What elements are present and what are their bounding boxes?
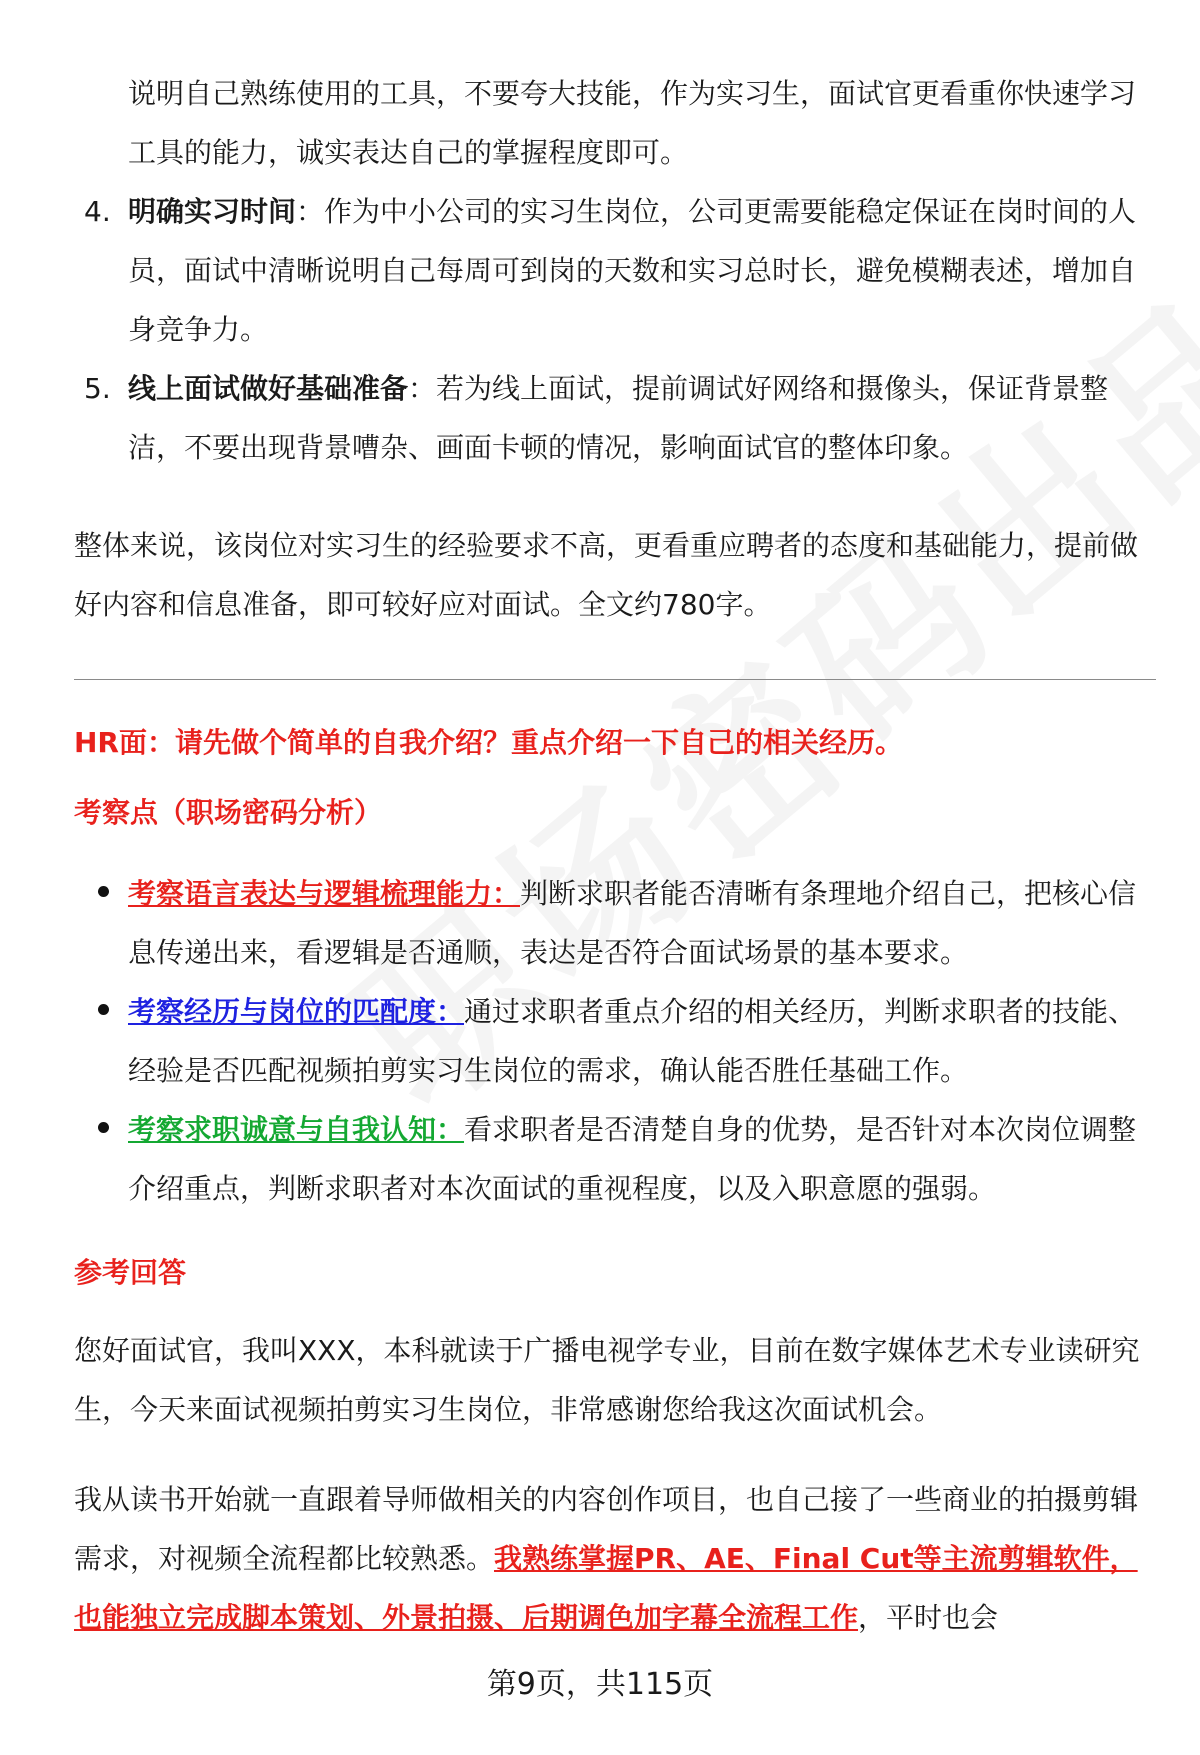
point-text: 判断求职者能否清晰有条理地介绍自己，把核心信息传递出来，看逻辑是否通顺，表达是否符合面试场景的基本要求。 (128, 877, 1137, 969)
bullet-icon (98, 1122, 109, 1133)
list-number: 5. (84, 372, 111, 405)
summary-paragraph: 整体来说，该岗位对实习生的经验要求不高，更看重应聘者的态度和基础能力，提前做好内容和信息准备，即可较好应对面试。全文约780字。 (74, 529, 1139, 621)
answer-text-tail: ，平时也会 (858, 1601, 999, 1634)
answer-text: 我从读书开始就一直跟着导师做相关的内容创作项目，也自己接了一些商业的拍摄剪辑需求，对视频全流程都比较熟悉。 (74, 1483, 1139, 1575)
answer-highlight: 我熟练掌握PR、AE、Final Cut等主流剪辑软件，也能独立完成脚本策划、外景拍摄、后期调色加字幕全流程工作 (74, 1542, 1138, 1634)
point-text: 看求职者是否清楚自身的优势，是否针对本次岗位调整介绍重点，判断求职者对本次面试的重视程度，以及入职意愿的强弱。 (128, 1113, 1137, 1205)
list-number: 4. (84, 195, 111, 228)
list-item-text: ：若为线上面试，提前调试好网络和摄像头，保证背景整洁，不要出现背景嘈杂、画面卡顿的情况，影响面试官的整体印象。 (128, 372, 1109, 464)
list-item-title: 线上面试做好基础准备 (128, 372, 409, 405)
answer-paragraph-1: 您好面试官，我叫XXX，本科就读于广播电视学专业，目前在数字媒体艺术专业读研究生，今天来面试视频拍剪实习生岗位，非常感谢您给我这次面试机会。 (74, 1334, 1140, 1426)
points-list (128, 864, 1148, 1218)
list-item (128, 1100, 1148, 1218)
list-item-text: ：作为中小公司的实习生岗位，公司更需要能稳定保证在岗时间的人员，面试中清晰说明自己每周可到岗的天数和实习总时长，避免模糊表述，增加自身竞争力。 (128, 195, 1137, 346)
list-item (84, 182, 1148, 359)
bullet-icon (98, 886, 109, 897)
list-item-title: 明确实习时间 (128, 195, 297, 228)
point-key: 考察经历与岗位的匹配度： (128, 995, 465, 1028)
ordered-list (84, 64, 1148, 477)
answer-heading: 参考回答 (74, 1256, 187, 1289)
list-item (128, 982, 1148, 1100)
section-divider (74, 679, 1156, 680)
bullet-icon (98, 1004, 109, 1015)
list-item-3-continuation: 说明自己熟练使用的工具，不要夸大技能，作为实习生，面试官更看重你快速学习工具的能力，诚实表达自己的掌握程度即可。 (128, 77, 1137, 169)
point-text: 通过求职者重点介绍的相关经历，判断求职者的技能、经验是否匹配视频拍剪实习生岗位的需求，确认能否胜任基础工作。 (128, 995, 1137, 1087)
points-heading: 考察点（职场密码分析） (74, 796, 383, 829)
question-heading: HR面：请先做个简单的自我介绍？重点介绍一下自己的相关经历。 (74, 726, 903, 759)
answer-paragraph-2 (74, 1470, 1154, 1647)
page-footer: 第9页，共115页 (486, 1667, 714, 1702)
point-key: 考察求职诚意与自我认知： (128, 1113, 465, 1146)
list-item (128, 864, 1148, 982)
list-item (84, 359, 1148, 477)
point-key: 考察语言表达与逻辑梳理能力： (128, 877, 521, 910)
